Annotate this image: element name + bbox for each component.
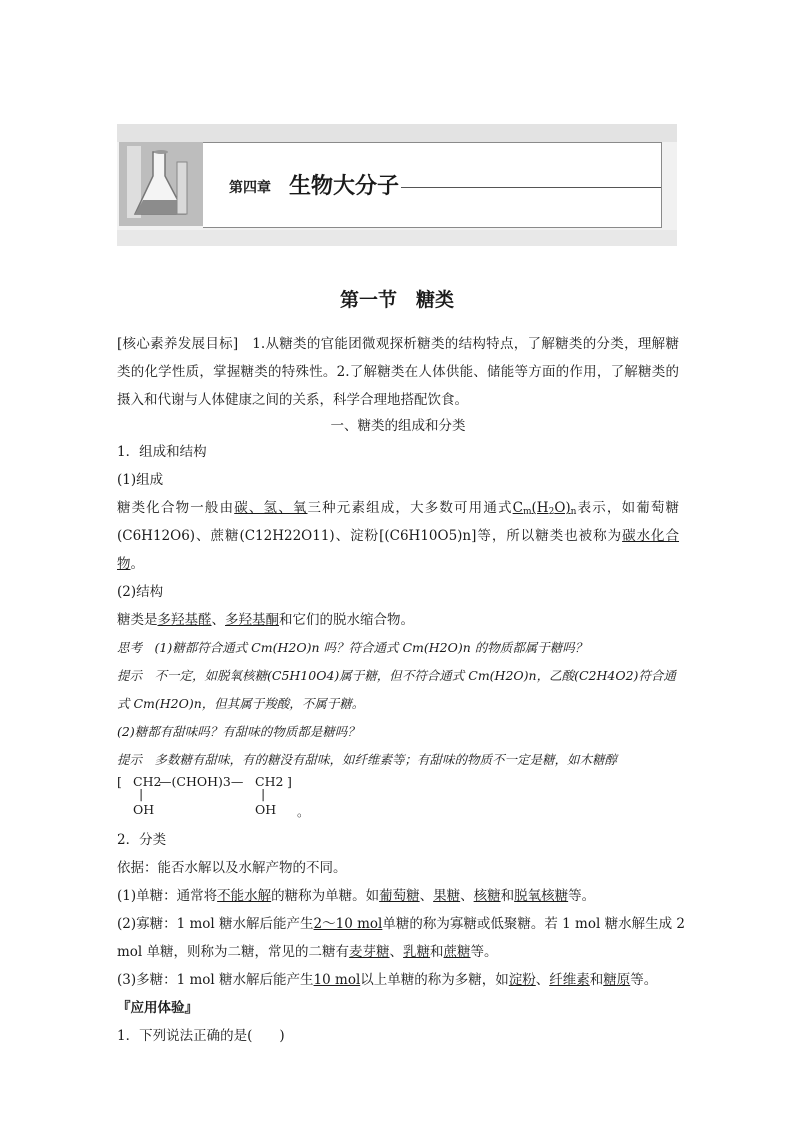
flask-icon bbox=[119, 142, 203, 226]
oligosaccharide-line-1: (2)寡糖：1 mol 糖水解后能产生2～10 mol单糖的称为寡糖或低聚糖。若 1 mol 糖水解生成 2 bbox=[117, 916, 685, 932]
bond-right: | bbox=[261, 786, 266, 801]
hint-1-line-1: 提示 不一定，如脱氧核糖(C5H10O4)属于糖，但不符合通式 Cm(H2O)n，乙酸(C2H4O2)符合通 bbox=[117, 668, 676, 683]
underlined-answer: 多羟基酮 bbox=[225, 612, 279, 628]
structure-paragraph: 糖类是多羟基醛、多羟基酮和它们的脱水缩合物。 bbox=[117, 612, 414, 628]
section-title: 第一节 糖类 bbox=[339, 289, 454, 311]
think-question-2: (2)糖都有甜味吗？有甜味的物质都是糖吗？ bbox=[117, 724, 360, 739]
oligosaccharide-line-2: mol 单糖，则称为二糖，常见的二糖有麦芽糖、乳糖和蔗糖等。 bbox=[117, 944, 498, 960]
hint-2: 提示 多数糖有甜味，有的糖没有甜味，如纤维素等；有甜味的物质不一定是糖，如木糖醇 bbox=[117, 752, 618, 767]
underlined-answer: 多羟基醛 bbox=[157, 612, 212, 628]
hint-1-line-2: 式 Cm(H2O)n，但其属于羧酸，不属于糖。 bbox=[117, 696, 365, 711]
goals-text: 1.从糖类的官能团微观探析糖类的结构特点，了解糖类的分类，理解糖类的化学性质，掌握糖类的特殊性。2.了解糖类在人体供能、储能等方面的作用，了解糖类的摄入和代谢与人体健康之间的关系，科学合理地搭配饮食。 bbox=[117, 336, 679, 408]
practice-heading: 『应用体验』 bbox=[117, 1000, 198, 1016]
question-1: 1．下列说法正确的是( ) bbox=[117, 1028, 285, 1044]
general-formula: $C_m(H_2O)_n$ bbox=[512, 500, 577, 517]
lab-glassware-illustration bbox=[119, 142, 203, 226]
starch-formula: [(C6H10O5)n] bbox=[379, 528, 477, 544]
learning-goals bbox=[117, 330, 679, 414]
think-question-1: 思考 (1)糖都符合通式 Cm(H2O)n 吗？符合通式 Cm(H2O)n 的物质都属于糖吗？ bbox=[117, 640, 588, 655]
composition-paragraph: 糖类化合物一般由碳、氢、氧三种元素组成，大多数可用通式$C_m(H_2O)_n$表示，如葡萄糖(C6H12O6)、蔗糖(C12H22O11)、淀粉[(C6H10O5)n]等，所以糖类也被称为碳水化合物。 bbox=[117, 500, 680, 572]
composition-heading: (1)组成 bbox=[117, 472, 164, 488]
banner-bottom-strip bbox=[117, 230, 677, 246]
chapter-title: 生物大分子 bbox=[289, 174, 400, 199]
chapter-banner bbox=[117, 124, 677, 246]
underlined-answer: 碳、氢、氧 bbox=[234, 500, 308, 516]
goals-label: [核心素养发展目标] bbox=[117, 336, 239, 352]
xylitol-structure: [ CH2 —(CHOH)3— CH2 ] | | OH OH 。 bbox=[117, 774, 310, 819]
banner-top-strip bbox=[117, 124, 677, 142]
subheading-classification: 2．分类 bbox=[117, 832, 167, 848]
part-heading: 一、糖类的组成和分类 bbox=[330, 418, 466, 434]
glucose-formula: (C6H12O6) bbox=[117, 528, 196, 544]
underlined-answer: 碳水化合物 bbox=[117, 528, 680, 572]
bond-left: | bbox=[139, 786, 144, 801]
title-rule bbox=[401, 187, 661, 188]
sucrose-formula: (C12H22O11) bbox=[239, 528, 335, 544]
structure-heading: (2)结构 bbox=[117, 584, 164, 600]
chapter-number: 第四章 bbox=[229, 180, 271, 196]
subheading-composition-structure: 1．组成和结构 bbox=[117, 444, 207, 460]
document-body bbox=[117, 330, 685, 1050]
classification-basis: 依据：能否水解以及水解产物的不同。 bbox=[117, 860, 347, 876]
chapter-title-box bbox=[203, 142, 662, 228]
polysaccharide-paragraph: (3)多糖：1 mol 糖水解后能产生10 mol以上单糖的称为多糖，如淀粉、纤维素和糖原等。 bbox=[117, 972, 658, 988]
monosaccharide-paragraph: (1)单糖：通常将不能水解的糖称为单糖。如葡萄糖、果糖、核糖和脱氧核糖等。 bbox=[117, 888, 596, 904]
